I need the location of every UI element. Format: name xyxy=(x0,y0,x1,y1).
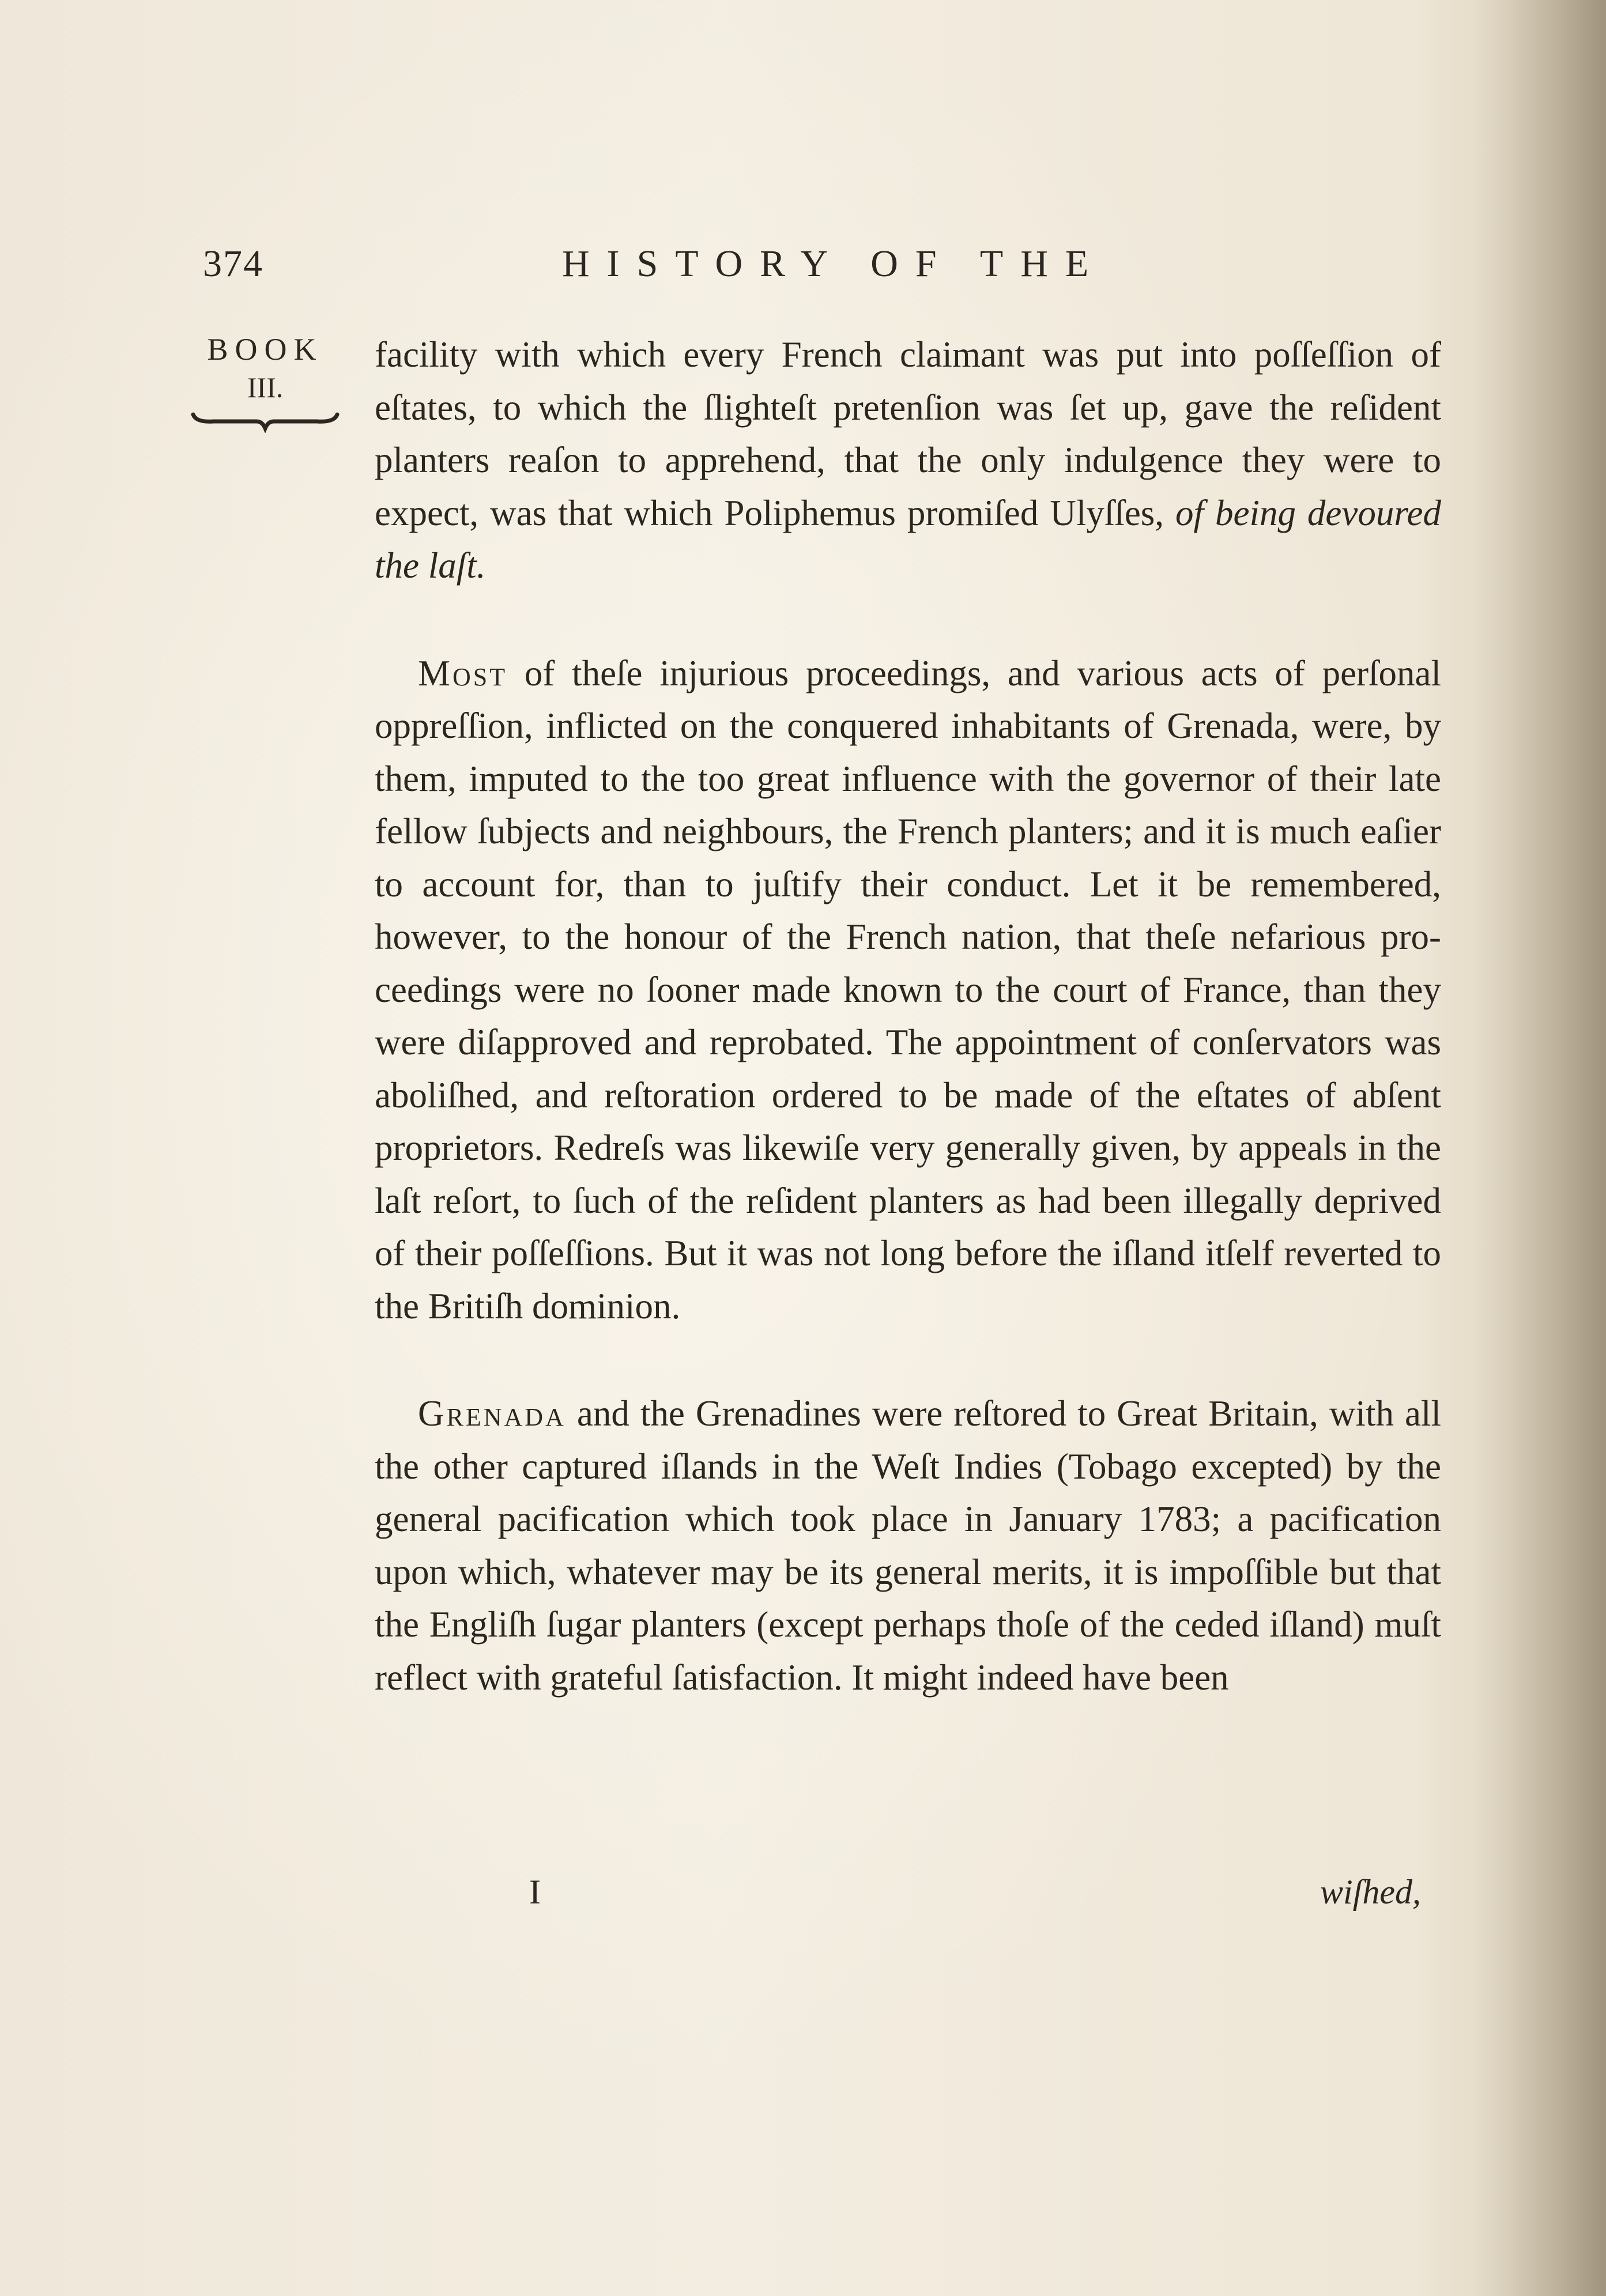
paragraph-3 xyxy=(375,1388,1441,1704)
margin-book-label: BOOK xyxy=(207,332,323,367)
paragraph-3-text: and the Grenadines were reſtored to Great Britain, with all the other captured iſlands in the Weſt Indies (Tobago excepted) by the general pacification which took place in January 1783; a pacification upon which, whatever may be its general merits, it is impoſſible but that the Engliſh ſugar planters (except perhaps thoſe of the ceded iſland) muſt reflect with grateful ſatisfaction. It might indeed have been xyxy=(375,1393,1441,1698)
paragraph-2-text: of theſe injurious proceedings, and various acts of perſonal oppreſſion, inflicted on the conquered inhabitants of Grenada, were, by them, imputed to the too great influence with the governor of their late fellow ſubjects and neighbours, the French planters; and it is much eaſier to account for, than to juſtify their conduct. Let it be remembered, however, to the honour of the French nation, that theſe nefarious proceedings were no ſooner made known to the court of France, than they were diſapproved and reprobated. The appointment of conſervators was aboliſhed, and reſtoration ordered to be made of the eſtates of abſent proprietors. Redreſs was likewiſe very generally given, by appeals in the laſt reſort, to ſuch of the reſident planters as had been illegally deprived of their poſſeſſions. But it was not long before the iſland itſelf reverted to the Britiſh dominion. xyxy=(375,653,1441,1326)
paragraph-2-lead: Most xyxy=(418,653,508,693)
paragraph-1-italic: of being devoured the laſt. xyxy=(375,492,1441,586)
body-text xyxy=(375,329,1441,1704)
paragraph-2 xyxy=(375,647,1441,1333)
running-head xyxy=(0,242,1606,300)
margin-note xyxy=(190,331,340,433)
brace-ornament-icon xyxy=(190,410,340,433)
catchword: wiſhed, xyxy=(1320,1873,1421,1911)
paragraph-1 xyxy=(375,329,1441,593)
margin-volume-label: III. xyxy=(247,371,284,404)
paragraph-3-lead: Grenada xyxy=(418,1393,566,1434)
page-number: 374 xyxy=(203,243,263,285)
running-title: HISTORY OF THE xyxy=(562,243,1106,285)
signature-mark: I xyxy=(529,1873,541,1911)
page-footer xyxy=(0,1872,1606,1924)
gutter-shadow xyxy=(1473,0,1606,2296)
paragraph-1-text: facility with which every French claimant was put into poſſeſſion of eſtates, to which the ſlighteſt pretenſion was ſet up, gave the reſident planters reaſon to apprehend, that the only indulgence they were to expect, was that which Poliphemus promiſed Ulyſſes, xyxy=(375,334,1441,533)
